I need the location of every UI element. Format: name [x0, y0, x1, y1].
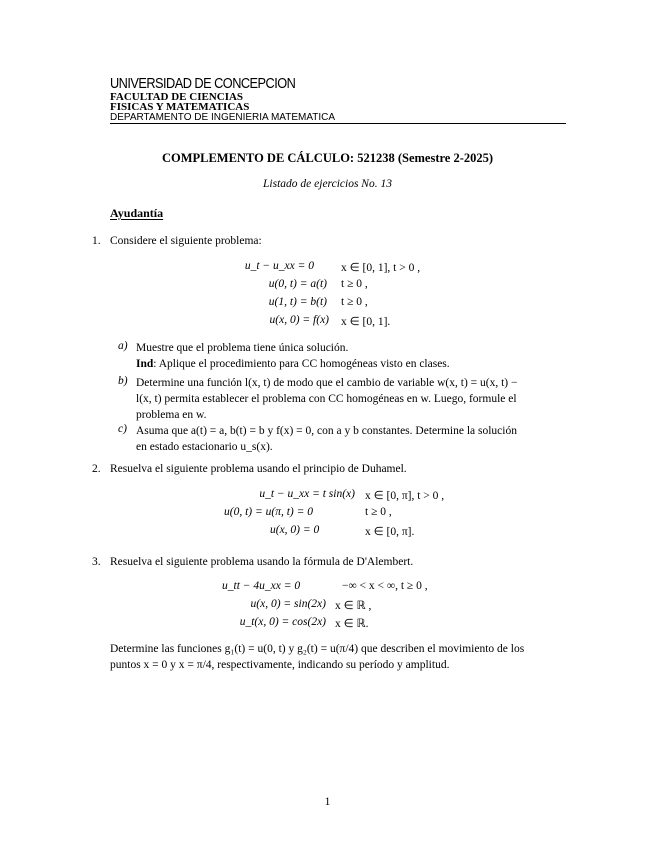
- p1-eq-4-lhs: u(x, 0) = f(x): [269, 314, 329, 326]
- p1-item-c-line-2: en estado estacionario u_s(x).: [136, 441, 273, 453]
- p3-eq-2-cond: x ∈ ℝ ,: [335, 600, 372, 612]
- p2-eq-1-cond: x ∈ [0, π], t > 0 ,: [365, 490, 445, 502]
- university-name: UNIVERSIDAD DE CONCEPCION: [110, 76, 296, 92]
- problem-2-intro: Resuelva el siguiente problema usando el principio de Duhamel.: [110, 463, 407, 475]
- p1-item-a-hint: [136, 356, 566, 372]
- p3-eq-1-cond: −∞ < x < ∞, t ≥ 0 ,: [342, 580, 428, 592]
- p1-eq-2-cond: t ≥ 0 ,: [341, 278, 368, 290]
- p3-closing-line-1: Determine las funciones g₁(t) = u(0, t) y g₂(t) = u(π/4) que describen el movimiento de los: [110, 643, 525, 655]
- hint-text: : Aplique el procedimiento para CC homogéneas visto en clases.: [153, 358, 450, 370]
- hint-label: Ind: [136, 358, 154, 370]
- faculty-line-2: FISICAS Y MATEMATICAS: [110, 101, 250, 113]
- department-name: DEPARTAMENTO DE INGENIERIA MATEMATICA: [110, 112, 336, 123]
- p1-item-b-line-3: problema en w.: [136, 409, 207, 421]
- problem-1-number: 1.: [92, 235, 101, 247]
- page-number: 1: [324, 796, 331, 808]
- p3-eq-1-lhs: u_tt − 4u_xx = 0: [222, 580, 301, 592]
- faculty-line-1: FACULTAD DE CIENCIAS: [110, 91, 244, 103]
- problem-3-number: 3.: [92, 556, 101, 568]
- p1-eq-2-lhs: u(0, t) = a(t): [268, 278, 327, 290]
- p1-item-a-label: a): [118, 340, 128, 352]
- p1-eq-1-cond: x ∈ [0, 1], t > 0 ,: [341, 262, 421, 274]
- p3-eq-2-lhs: u(x, 0) = sin(2x): [250, 598, 326, 610]
- p1-item-b-label: b): [118, 375, 128, 387]
- p1-eq-1-lhs: u_t − u_xx = 0: [244, 260, 314, 272]
- problem-3-intro: Resuelva el siguiente problema usando la fórmula de D'Alembert.: [110, 556, 414, 568]
- p3-closing-line-2: puntos x = 0 y x = π/4, respectivamente, indicando su período y amplitud.: [110, 659, 450, 671]
- p2-eq-1-lhs: u_t − u_xx = t sin(x): [259, 488, 355, 500]
- p2-eq-2-lhs: u(0, t) = u(π, t) = 0: [224, 506, 313, 518]
- p1-eq-3-cond: t ≥ 0 ,: [341, 296, 368, 308]
- document-header: [110, 76, 566, 124]
- p1-item-c-label: c): [118, 423, 127, 435]
- problem-2-number: 2.: [92, 463, 101, 475]
- p1-item-b-line-1: Determine una función l(x, t) de modo que el cambio de variable w(x, t) = u(x, t) −: [136, 377, 518, 389]
- document-title: COMPLEMENTO DE CÁLCULO: 521238 (Semestre 2-2025): [161, 151, 494, 165]
- p3-eq-3-cond: x ∈ ℝ.: [335, 618, 369, 630]
- header-rule: [110, 123, 566, 124]
- p2-eq-3-lhs: u(x, 0) = 0: [270, 524, 320, 536]
- p1-item-b-line-2: l(x, t) permita establecer el problema con CC homogéneas en w. Luego, formule el: [136, 393, 517, 405]
- p1-item-c-line-1: Asuma que a(t) = a, b(t) = b y f(x) = 0, con a y b constantes. Determine la solución: [136, 425, 517, 437]
- document-subtitle: Listado de ejercicios No. 13: [263, 178, 392, 190]
- section-heading: Ayudantía: [110, 206, 164, 220]
- p1-item-a-text: Muestre que el problema tiene única solución.: [136, 342, 349, 354]
- p2-eq-3-cond: x ∈ [0, π].: [365, 526, 415, 538]
- problem-1-intro: Considere el siguiente problema:: [110, 235, 262, 247]
- p3-eq-3-lhs: u_t(x, 0) = cos(2x): [239, 616, 326, 628]
- p2-eq-2-cond: t ≥ 0 ,: [365, 506, 392, 518]
- p1-eq-4-cond: x ∈ [0, 1].: [341, 316, 391, 328]
- p1-eq-3-lhs: u(1, t) = b(t): [268, 296, 327, 308]
